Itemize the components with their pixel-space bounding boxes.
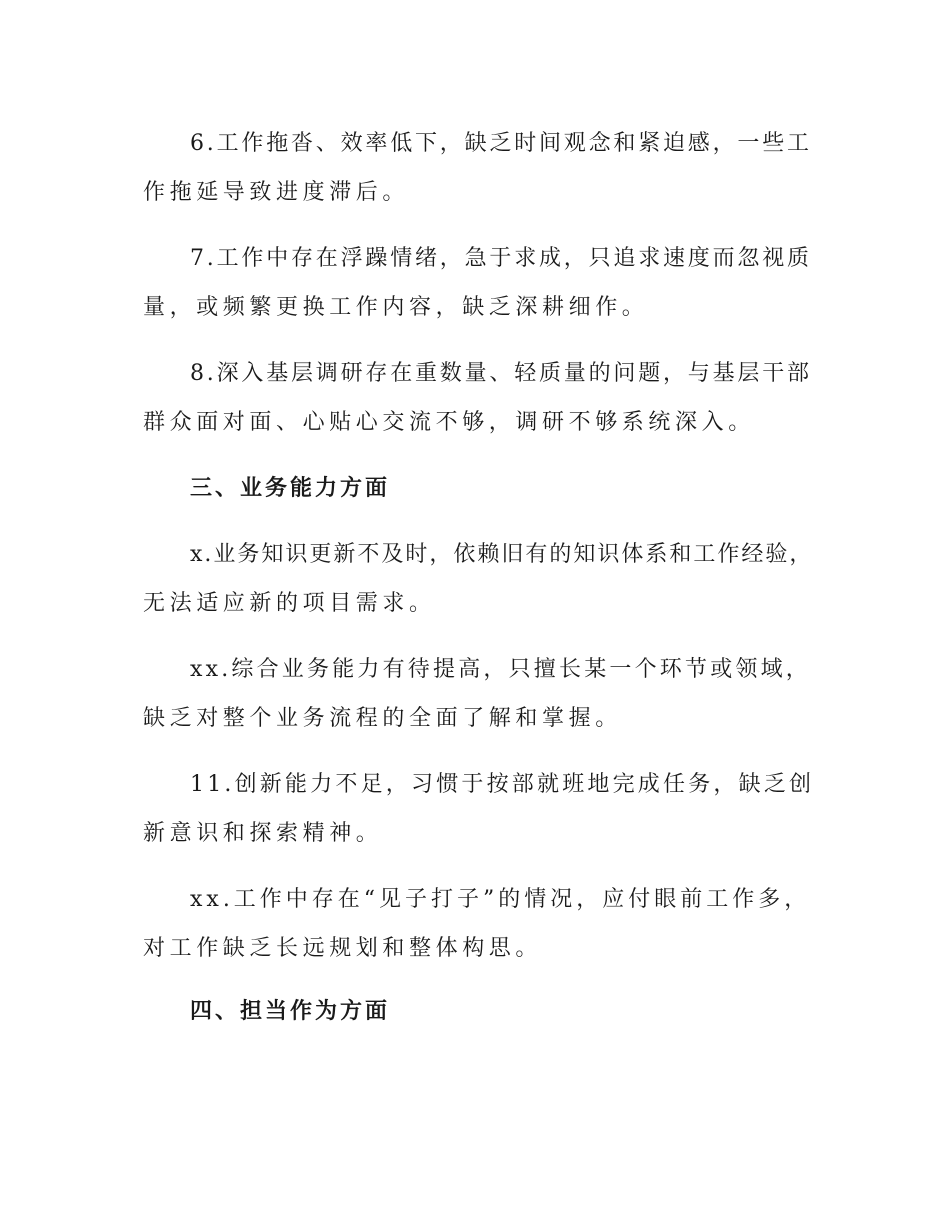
paragraph-6-line-1: 6.工作拖沓、效率低下，缺乏时间观念和紧迫感，一些工 — [190, 131, 812, 156]
paragraph-8-line-1: 8.深入基层调研存在重数量、轻质量的问题，与基层干部 — [190, 361, 812, 386]
paragraph-xx-b-line-1: xx.工作中存在“见子打子”的情况，应付眼前工作多， — [190, 887, 811, 912]
paragraph-xx-b-line-2: 对工作缺乏长远规划和整体构思。 — [143, 936, 543, 961]
section-heading-business-ability: 三、业务能力方面 — [190, 476, 391, 501]
paragraph-x-line-2: 无法适应新的项目需求。 — [143, 591, 436, 616]
paragraph-7-line-1: 7.工作中存在浮躁情绪，急于求成，只追求速度而忽视质 — [190, 246, 812, 271]
paragraph-x-line-1: x.业务知识更新不及时，依赖旧有的知识体系和工作经验， — [190, 542, 814, 567]
section-heading-responsibility: 四、担当作为方面 — [190, 999, 391, 1024]
paragraph-8-line-2: 群众面对面、心贴心交流不够，调研不够系统深入。 — [143, 410, 755, 435]
paragraph-11-line-1: 11.创新能力不足，习惯于按部就班地完成任务，缺乏创 — [190, 772, 815, 797]
paragraph-6-line-2: 作拖延导致进度滞后。 — [143, 180, 410, 205]
paragraph-xx-a-line-1: xx.综合业务能力有待提高，只擅长某一个环节或领域， — [190, 657, 812, 682]
paragraph-xx-a-line-2: 缺乏对整个业务流程的全面了解和掌握。 — [143, 706, 622, 731]
paragraph-7-line-2: 量，或频繁更换工作内容，缺乏深耕细作。 — [143, 295, 649, 320]
paragraph-11-line-2: 新意识和探索精神。 — [143, 821, 383, 846]
